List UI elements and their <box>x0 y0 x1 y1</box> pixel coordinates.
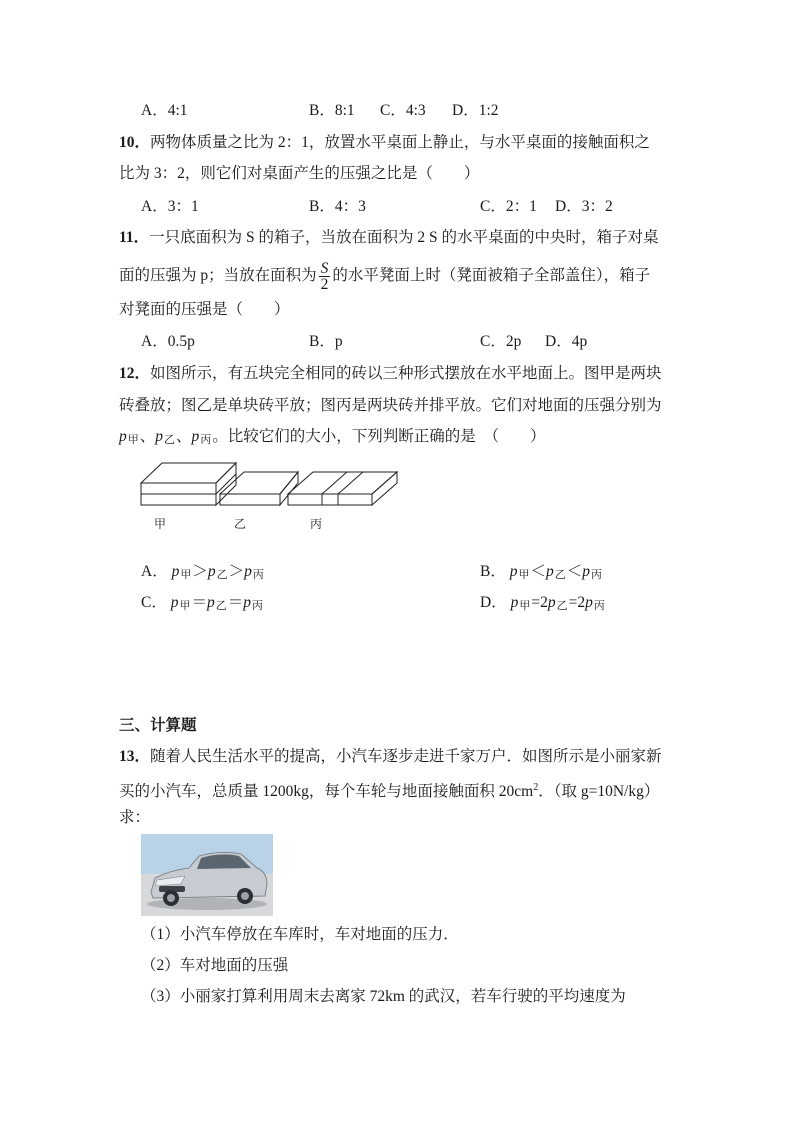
q10-option-c: C．2：1 <box>480 198 537 215</box>
option-prefix: D． <box>480 594 507 611</box>
question-number: 10． <box>119 134 151 151</box>
subscript-jia: 甲 <box>179 600 191 612</box>
figure-label-yi: 乙 <box>234 517 247 531</box>
section-title: 三、计算题 <box>119 717 197 734</box>
q12-option-c <box>141 593 264 614</box>
pressure-symbol: p <box>170 594 179 611</box>
q10-option-b: B．4：3 <box>309 198 366 215</box>
subscript-bing: 丙 <box>593 600 605 612</box>
q11-option-a: A．0.5p <box>141 333 195 350</box>
relation-gt: ＞ <box>192 563 208 580</box>
option-prefix: B． <box>480 563 506 580</box>
pressure-symbol: p <box>509 563 518 580</box>
separator: 、 <box>139 428 156 445</box>
relation-eq: ＝ <box>191 594 207 611</box>
q11-text-a: 面的压强为 p；当放在面积为 <box>119 267 317 284</box>
question-number: 13． <box>119 748 151 765</box>
q12-option-d <box>480 593 606 614</box>
pressure-symbol: p <box>582 563 590 580</box>
brick-pair-bing <box>288 472 397 505</box>
q10-line2: 比为 3：2，则它们对桌面产生的压强之比是（ ） <box>119 165 480 182</box>
pressure-symbol: p <box>206 594 215 611</box>
subscript-jia: 甲 <box>180 569 192 581</box>
brick-single-yi <box>220 472 298 505</box>
q12-line2: 砖叠放；图乙是单块砖平放；图丙是两块砖并排平放。它们对地面的压强分别为 <box>119 397 662 414</box>
relation-lt: ＜ <box>530 563 546 580</box>
q12-line1 <box>119 364 662 384</box>
pressure-symbol: p <box>585 594 593 611</box>
q9-option-a: A．4:1 <box>141 102 188 119</box>
q9-option-d: D．1:2 <box>452 102 499 119</box>
q10-option-a: A．3：1 <box>141 198 199 215</box>
q11-line3: 对凳面的压强是（ ） <box>119 301 290 318</box>
q9-option-b: B．8:1 <box>309 102 355 119</box>
q11-option-c: C．2p <box>480 333 522 350</box>
q13-text: 随着人民生活水平的提高，小汽车逐步走进千家万户．如图所示是小丽家新 <box>150 748 662 765</box>
option-prefix: A． <box>141 563 168 580</box>
pressure-symbol: p <box>545 563 554 580</box>
question-number: 11． <box>119 229 150 246</box>
q12-text: 如图所示，有五块完全相同的砖以三种形式摆放在水平地面上。图甲是两块 <box>150 365 662 382</box>
q13-text-a: 买的小汽车，总质量 1200kg，每个车轮与地面接触面积 20cm <box>119 783 534 801</box>
fraction-s-over-2 <box>319 261 331 292</box>
figure-label-jia: 甲 <box>154 517 167 531</box>
q10-text: 两物体质量之比为 2：1，放置水平桌面上静止，与水平桌面的接触面积之 <box>150 134 650 151</box>
figure-label-bing: 丙 <box>310 517 323 531</box>
pressure-symbol: p <box>119 428 127 445</box>
pressure-symbol: p <box>243 594 251 611</box>
pressure-symbol: p <box>155 428 164 445</box>
car-photo <box>141 834 273 916</box>
q11-line1 <box>119 228 659 248</box>
relation-eq2: =2 <box>568 594 586 611</box>
subscript-bing: 丙 <box>591 569 602 581</box>
relation-lt: ＜ <box>566 563 583 580</box>
option-prefix: C． <box>141 594 167 611</box>
car-illustration <box>141 834 273 916</box>
pressure-symbol: p <box>191 428 200 445</box>
separator: 、 <box>176 428 192 445</box>
pressure-symbol: p <box>207 563 216 580</box>
brick-stack-jia <box>141 463 236 505</box>
subscript-yi: 乙 <box>164 434 176 446</box>
superscript-2: 2 <box>533 782 539 793</box>
subscript-jia: 甲 <box>519 600 531 612</box>
q12-option-a <box>141 562 265 583</box>
q11-option-d: D．4p <box>545 333 588 350</box>
subscript-jia: 甲 <box>127 434 139 446</box>
relation-eq2: =2 <box>531 594 548 611</box>
relation-eq: ＝ <box>227 594 244 611</box>
bricks-figure <box>138 448 408 533</box>
relation-gt: ＞ <box>228 563 245 580</box>
subscript-yi: 乙 <box>216 569 228 581</box>
q13-line3: 求： <box>119 809 151 826</box>
subscript-bing: 丙 <box>200 434 212 446</box>
subscript-bing: 丙 <box>252 600 263 612</box>
q10-option-d: D．3：2 <box>555 198 613 215</box>
question-number: 12． <box>119 365 151 382</box>
q9-option-c: C．4:3 <box>380 102 426 119</box>
q10-line1 <box>119 133 650 153</box>
q13-text-b: ．（取 g=10N/kg） <box>538 783 660 801</box>
q11-option-b: B．p <box>309 333 343 350</box>
pressure-symbol: p <box>547 594 556 611</box>
subscript-yi: 乙 <box>554 569 566 581</box>
q13-line2 <box>119 778 659 802</box>
q11-text-b: 的水平凳面上时（凳面被箱子全部盖住），箱子 <box>332 267 651 284</box>
q13-line1 <box>119 747 662 767</box>
q13-sub1: （1）小汽车停放在车库时，车对地面的压力． <box>141 926 459 943</box>
q13-sub2: （2）车对地面的压强 <box>141 957 289 974</box>
pressure-symbol: p <box>510 594 519 611</box>
fraction-numerator: S <box>320 259 329 277</box>
fraction-denominator: 2 <box>320 275 329 293</box>
subscript-bing: 丙 <box>252 569 264 581</box>
q11-text: 一只底面积为 S 的箱子，当放在面积为 2 S 的水平桌面的中央时，箱子对桌 <box>149 229 659 246</box>
q11-line2 <box>119 259 650 293</box>
q12-text-b: 。比较它们的大小，下列判断正确的是 （ ） <box>212 428 546 445</box>
q12-option-b <box>480 562 603 583</box>
q12-line3 <box>119 427 546 448</box>
pressure-symbol: p <box>244 563 252 580</box>
subscript-yi: 乙 <box>556 600 568 612</box>
subscript-yi: 乙 <box>215 600 227 612</box>
subscript-jia: 甲 <box>518 569 530 581</box>
q13-sub3: （3）小丽家打算利用周末去离家 72km 的武汉，若车行驶的平均速度为 <box>141 988 626 1005</box>
pressure-symbol: p <box>171 563 180 580</box>
